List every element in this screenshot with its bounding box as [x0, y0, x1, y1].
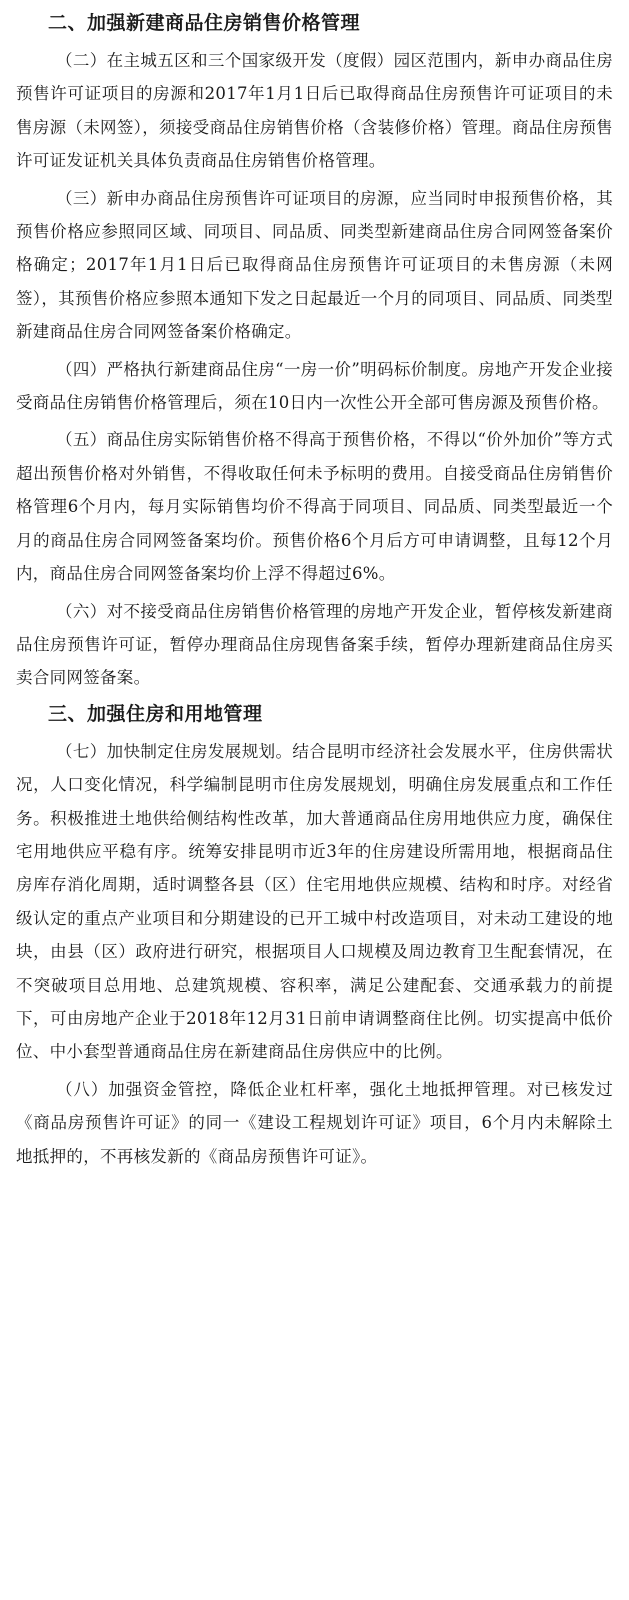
section-3 [16, 699, 613, 1173]
paragraph-item-7: （七）加快制定住房发展规划。结合昆明市经济社会发展水平，住房供需状况，人口变化情况，科学编制昆明市住房发展规划，明确住房发展重点和工作任务。积极推进土地供给侧结构性改革，加大普通商品住房用地供应力度，确保住宅用地供应平稳有序。统筹安排昆明市近3年的住房建设所需用地，根据商品住房库存消化周期，适时调整各县（区）住宅用地供应规模、结构和时序。对经省级认定的重点产业项目和分期建设的已开工城中村改造项目，对未动工建设的地块，由县（区）政府进行研究，根据项目人口规模及周边教育卫生配套情况，在不突破项目总用地、总建筑规模、容积率，满足公建配套、交通承载力的前提下，可由房地产企业于2018年12月31日前申请调整商住比例。切实提高中低价位、中小套型普通商品住房在新建商品住房供应中的比例。 [16, 741, 613, 1062]
paragraph-item-6: （六）对不接受商品住房销售价格管理的房地产开发企业，暂停核发新建商品住房预售许可证，暂停办理商品住房现售备案手续，暂停办理新建商品住房买卖合同网签备案。 [16, 601, 613, 688]
section-heading: 三、加强住房和用地管理 [48, 702, 263, 725]
section-heading: 二、加强新建商品住房销售价格管理 [48, 12, 361, 34]
paragraph-item-8: （八）加强资金管控，降低企业杠杆率，强化土地抵押管理。对已核发过《商品房预售许可证》的同一《建设工程规划许可证》项目，6个月内未解除土地抵押的，不再核发新的《商品房预售许可证》。 [16, 1079, 613, 1166]
paragraph-item-5: （五）商品住房实际销售价格不得高于预售价格，不得以“价外加价”等方式超出预售价格对外销售，不得收取任何未予标明的费用。自接受商品住房销售价格管理6个月内，每月实际销售均价不得高于同项目、同品质、同类型最近一个月的商品住房合同网签备案均价。预售价格6个月后方可申请调整，且每12个月内，商品住房合同网签备案均价上浮不得超过6%。 [16, 430, 613, 584]
paragraph-item-3: （三）新申办商品住房预售许可证项目的房源，应当同时申报预售价格，其预售价格应参照同区域、同项目、同品质、同类型新建商品住房合同网签备案价格确定；2017年1月1日后已取得商品住房预售许可证项目的未售房源（未网签），其预售价格应参照本通知下发之日起最近一个月的同项目、同品质、同类型新建商品住房合同网签备案价格确定。 [16, 188, 613, 342]
paragraph-item-2: （二）在主城五区和三个国家级开发（度假）园区范围内，新申办商品住房预售许可证项目的房源和2017年1月1日后已取得商品住房预售许可证项目的未售房源（未网签），须接受商品住房销售价格（含装修价格）管理。商品住房预售许可证发证机关具体负责商品住房销售价格管理。 [16, 51, 613, 171]
section-2 [16, 8, 613, 695]
paragraph-item-4: （四）严格执行新建商品住房“一房一价”明码标价制度。房地产开发企业接受商品住房销售价格管理后，须在10日内一次性公开全部可售房源及预售价格。 [16, 359, 613, 413]
